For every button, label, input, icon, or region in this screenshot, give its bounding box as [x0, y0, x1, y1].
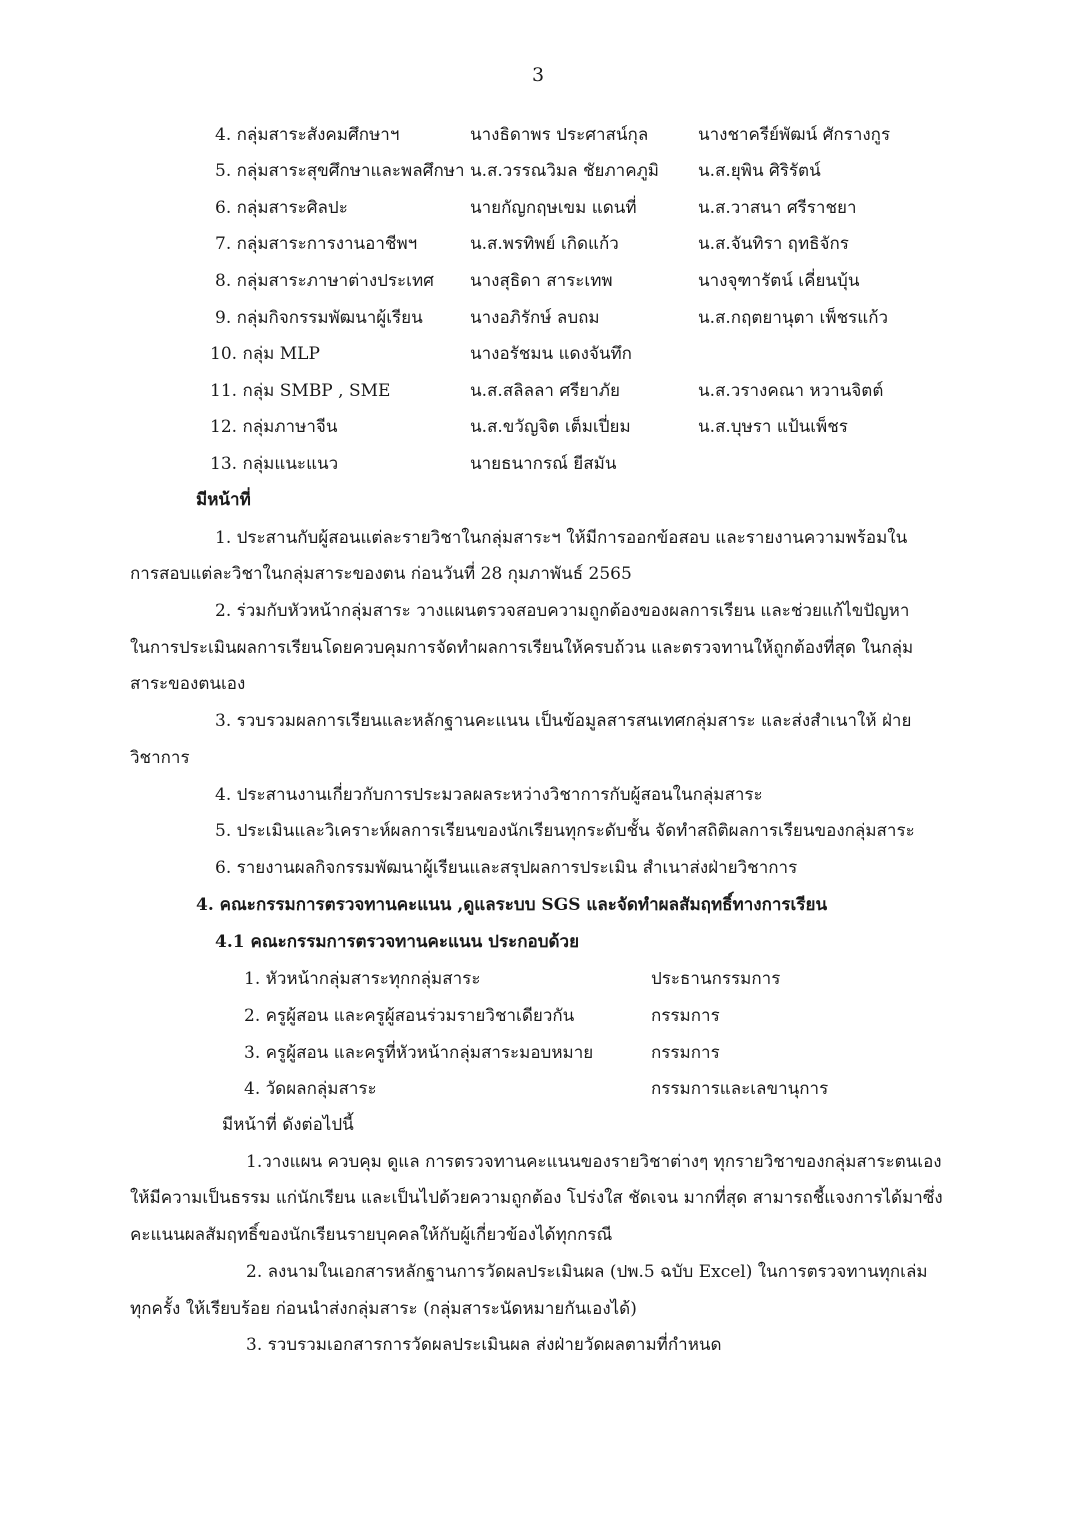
duty-1-line-1: 1. ประสานกับผู้สอนแต่ละรายวิชาในกลุ่มสาระฯ ให้มีการออกข้อสอบ และรายงานความพร้อมใน [215, 528, 908, 548]
duties-heading: มีหน้าที่ [196, 490, 251, 510]
group-deputy: นางชาครีย์พัฒน์ ศักรางกูร [698, 125, 891, 145]
group-name: 8. กลุ่มสาระภาษาต่างประเทศ [215, 271, 434, 291]
group-deputy: น.ส.จันทิรา ฤทธิจักร [698, 234, 849, 254]
committee-duty-2-line-1: 2. ลงนามในเอกสารหลักฐานการวัดผลประเมินผล (ปพ.5 ฉบับ Excel) ในการตรวจทานทุกเล่ม [246, 1262, 928, 1282]
group-head: น.ส.วรรณวิมล ชัยภาคภูมิ [470, 161, 659, 181]
committee-role: ประธานกรรมการ [651, 969, 781, 989]
group-head: น.ส.สลิลลา ศรียาภัย [470, 381, 620, 401]
duties-2-heading: มีหน้าที่ ดังต่อไปนี้ [222, 1115, 354, 1135]
committee-role: กรรมการและเลขานุการ [651, 1079, 829, 1099]
group-name: 9. กลุ่มกิจกรรมพัฒนาผู้เรียน [215, 308, 423, 328]
group-deputy: น.ส.กฤตยานุตา เพ็ชรแก้ว [698, 308, 889, 328]
group-name: 10. กลุ่ม MLP [210, 344, 320, 364]
group-deputy: น.ส.วรางคณา หวานจิตต์ [698, 381, 884, 401]
group-head: น.ส.พรทิพย์ เกิดแก้ว [470, 234, 619, 254]
committee-duty-1-line-1: 1.วางแผน ควบคุม ดูแล การตรวจทานคะแนนของรายวิชาต่างๆ ทุกรายวิชาของกลุ่มสาระตนเอง [246, 1152, 942, 1172]
committee-duty-1-line-3: คะแนนผลสัมฤทธิ์ของนักเรียนรายบุคคลให้กับผู้เกี่ยวข้องได้ทุกกรณี [130, 1225, 613, 1245]
group-name: 6. กลุ่มสาระศิลปะ [215, 198, 348, 218]
duty-3-line-1: 3. รวบรวมผลการเรียนและหลักฐานคะแนน เป็นข้อมูลสารสนเทศกลุ่มสาระ และส่งสำเนาให้ ฝ่าย [215, 711, 912, 731]
duty-6: 6. รายงานผลกิจกรรมพัฒนาผู้เรียนและสรุปผลการประเมิน สำเนาส่งฝ่ายวิชาการ [215, 858, 798, 878]
group-deputy: นางจุฑารัตน์ เคี่ยนบุ้น [698, 271, 860, 291]
duty-4: 4. ประสานงานเกี่ยวกับการประมวลผลระหว่างวิชาการกับผู้สอนในกลุ่มสาระ [215, 785, 763, 805]
group-name: 13. กลุ่มแนะแนว [210, 454, 339, 474]
group-name: 7. กลุ่มสาระการงานอาชีพฯ [215, 234, 418, 254]
group-deputy: น.ส.ยุพิน ศิริรัตน์ [698, 161, 821, 181]
group-head: นางธิดาพร ประศาสน์กุล [470, 125, 649, 145]
group-head: น.ส.ขวัญจิต เต็มเปี่ยม [470, 417, 631, 437]
section-4-1-heading: 4.1 คณะกรรมการตรวจทานคะแนน ประกอบด้วย [215, 932, 580, 952]
committee-duty-3: 3. รวบรวมเอกสารการวัดผลประเมินผล ส่งฝ่ายวัดผลตามที่กำหนด [246, 1335, 722, 1355]
group-head: นางอรัชมน แดงจันทึก [470, 344, 632, 364]
committee-duty-2-line-2: ทุกครั้ง ให้เรียบร้อย ก่อนนำส่งกลุ่มสาระ (กลุ่มสาระนัดหมายกันเองได้) [130, 1299, 637, 1319]
committee-role: กรรมการ [651, 1006, 720, 1026]
group-head: นางอภิรักษ์ ลบถม [470, 308, 600, 328]
committee-member: 3. ครูผู้สอน และครูที่หัวหน้ากลุ่มสาระมอบหมาย [244, 1043, 594, 1063]
duty-3-line-2: วิชาการ [130, 748, 190, 768]
duty-2-line-1: 2. ร่วมกับหัวหน้ากลุ่มสาระ วางแผนตรวจสอบความถูกต้องของผลการเรียน และช่วยแก้ไขปัญหา [215, 601, 910, 621]
group-deputy: น.ส.บุษรา แป้นเพ็ชร [698, 417, 848, 437]
committee-duty-1-line-2: ให้มีความเป็นธรรม แก่นักเรียน และเป็นไปด้วยความถูกต้อง โปร่งใส ชัดเจน มากที่สุด สามารถชี้แจงการได้มาซึ่ง [130, 1188, 943, 1208]
committee-role: กรรมการ [651, 1043, 720, 1063]
committee-member: 2. ครูผู้สอน และครูผู้สอนร่วมรายวิชาเดียวกัน [244, 1006, 575, 1026]
section-4-heading: 4. คณะกรรมการตรวจทานคะแนน ,ดูแลระบบ SGS และจัดทำผลสัมฤทธิ์ทางการเรียน [196, 895, 828, 915]
page-number: 3 [531, 64, 545, 86]
group-head: นายธนากรณ์ ยีสมัน [470, 454, 617, 474]
duty-2-line-3: สาระของตนเอง [130, 674, 246, 694]
group-name: 4. กลุ่มสาระสังคมศึกษาฯ [215, 125, 400, 145]
group-name: 12. กลุ่มภาษาจีน [210, 417, 338, 437]
group-head: นางสุธิดา สาระเทพ [470, 271, 613, 291]
duty-2-line-2: ในการประเมินผลการเรียนโดยควบคุมการจัดทำผลการเรียนให้ครบถ้วน และตรวจทานให้ถูกต้องที่สุด ในกลุ่ม [130, 638, 914, 658]
group-head: นายกัญกฤษเขม แดนที่ [470, 198, 637, 218]
duty-1-line-2: การสอบแต่ละวิชาในกลุ่มสาระของตน ก่อนวันที่ 28 กุมภาพันธ์ 2565 [130, 564, 632, 584]
group-deputy: น.ส.วาสนา ศรีราชยา [698, 198, 857, 218]
group-name: 11. กลุ่ม SMBP , SME [210, 381, 391, 401]
group-name: 5. กลุ่มสาระสุขศึกษาและพลศึกษา [215, 161, 465, 181]
duty-5: 5. ประเมินและวิเคราะห์ผลการเรียนของนักเรียนทุกระดับชั้น จัดทำสถิติผลการเรียนของกลุ่มสาระ [215, 821, 915, 841]
committee-member: 4. วัดผลกลุ่มสาระ [244, 1079, 377, 1099]
committee-member: 1. หัวหน้ากลุ่มสาระทุกกลุ่มสาระ [244, 969, 481, 989]
